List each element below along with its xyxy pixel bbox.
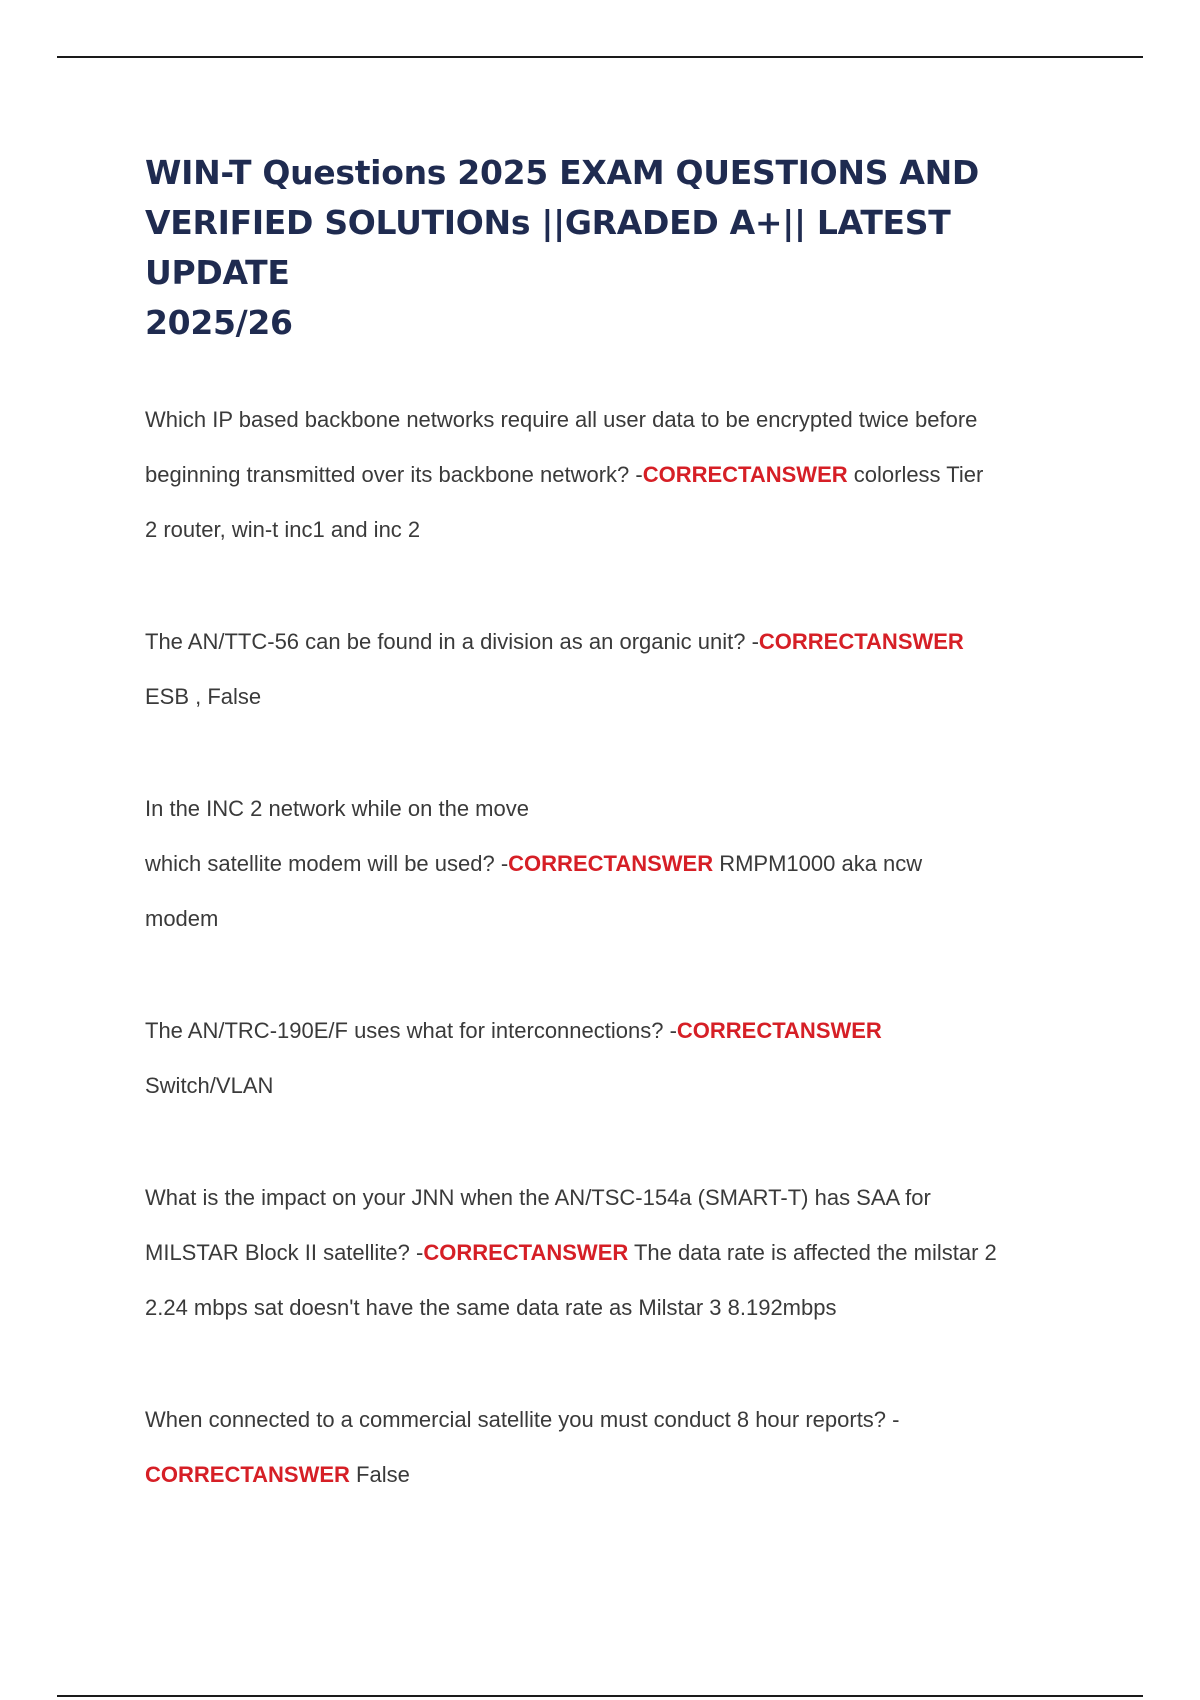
answer-text: False [349,1462,410,1487]
question-line [145,836,1095,891]
qa-item [145,392,1095,557]
question-line: What is the impact on your JNN when the AN/TSC-154a (SMART-T) has SAA for [145,1185,931,1210]
answer-marker: CORRECTANSWER [423,1240,629,1265]
question-text: MILSTAR Block II satellite? - [145,1240,424,1265]
question-text: The AN/TRC-190E/F uses what for interconnections? - [145,1018,677,1043]
title-line: VERIFIED SOLUTIONs ||GRADED A+|| LATEST UPDATE [145,203,951,292]
qa-item [145,1003,1095,1113]
answer-marker: CORRECTANSWER [642,462,848,487]
question-line [145,1003,1095,1058]
question-line: Which IP based backbone networks require all user data to be encrypted twice before [145,407,978,432]
top-rule [57,56,1143,58]
question-line [145,1225,1095,1280]
question-text: beginning transmitted over its backbone network? - [145,462,643,487]
question-line: In the INC 2 network while on the move [145,796,529,821]
question-line [145,614,1095,669]
answer-text: The data rate is affected the milstar 2 [628,1240,997,1265]
answer-text: RMPM1000 aka ncw [713,851,923,876]
qa-item [145,614,1095,724]
question-line [145,447,1095,502]
document-body [145,148,1095,1559]
answer-text: colorless Tier [847,462,984,487]
document-title [145,148,1095,348]
qa-item [145,781,1095,946]
answer-marker: CORRECTANSWER [676,1018,882,1043]
answer-line [145,1447,1095,1502]
answer-marker: CORRECTANSWER [508,851,714,876]
question-text: which satellite modem will be used? - [145,851,509,876]
answer-line: modem [145,906,219,931]
answer-line: 2 router, win-t inc1 and inc 2 [145,517,421,542]
question-text: The AN/TTC-56 can be found in a division as an organic unit? - [145,629,759,654]
title-line: 2025/26 [145,303,293,342]
question-line: When connected to a commercial satellite you must conduct 8 hour reports? - [145,1407,900,1432]
qa-list [145,392,1095,1502]
answer-line: ESB , False [145,684,262,709]
title-line: WIN-T Questions 2025 EXAM QUESTIONS AND [145,153,980,192]
qa-item [145,1170,1095,1335]
answer-marker: CORRECTANSWER [758,629,964,654]
answer-line: 2.24 mbps sat doesn't have the same data rate as Milstar 3 8.192mbps [145,1295,837,1320]
answer-marker: CORRECTANSWER [145,1462,350,1487]
bottom-rule [57,1695,1143,1697]
qa-item [145,1392,1095,1502]
answer-line: Switch/VLAN [145,1073,274,1098]
